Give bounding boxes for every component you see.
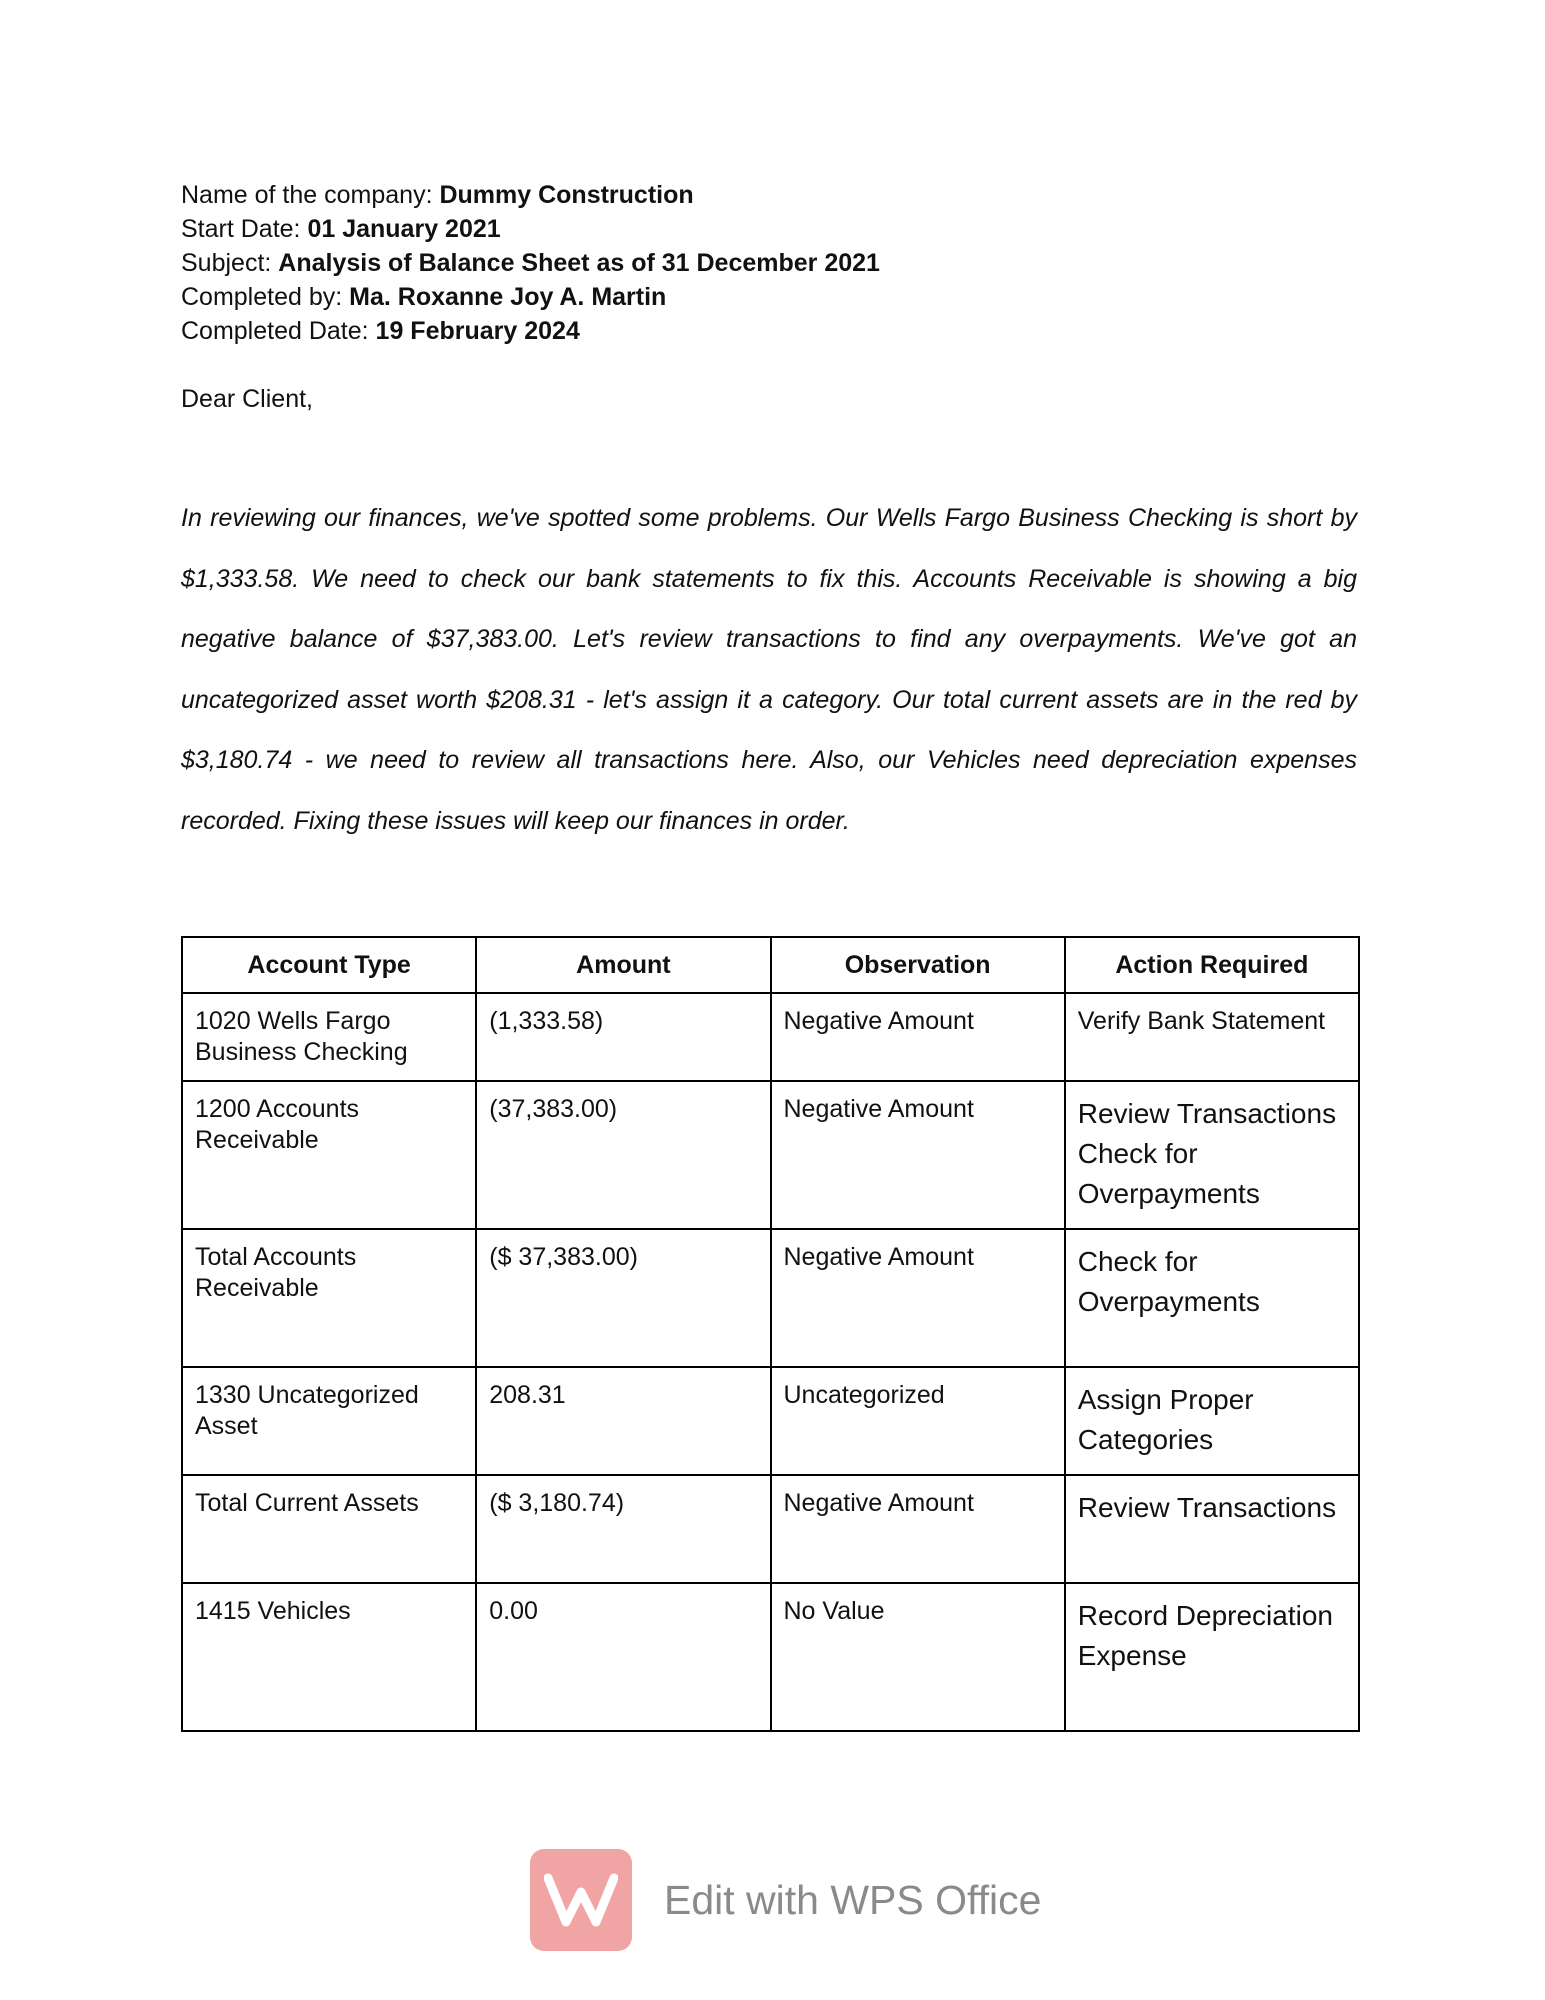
account-type-cell: 1330 Uncategorized Asset [182,1367,476,1475]
account-type-cell: Total Accounts Receivable [182,1229,476,1367]
completed-date-value: 19 February 2024 [375,317,580,345]
table-row [182,1583,1359,1731]
observation-cell: Negative Amount [771,1475,1065,1583]
amount-cell: (37,383.00) [476,1081,770,1229]
completed-date-label: Completed Date: [181,317,376,345]
table-row [182,993,1359,1081]
amount-cell: (1,333.58) [476,993,770,1081]
account-type-cell: 1415 Vehicles [182,1583,476,1731]
action-cell: Review Transactions Check for Overpayments [1065,1081,1359,1229]
action-cell: Assign Proper Categories [1065,1367,1359,1475]
action-cell: Record Depreciation Expense [1065,1583,1359,1731]
account-type-cell: 1020 Wells Fargo Business Checking [182,993,476,1081]
table-header-row [182,937,1359,993]
table-row [182,1475,1359,1583]
observation-cell: Negative Amount [771,1081,1065,1229]
company-row [181,178,880,212]
observation-cell: Negative Amount [771,993,1065,1081]
company-value: Dummy Construction [439,181,694,209]
header-action-required: Action Required [1065,937,1359,993]
action-cell: Check for Overpayments [1065,1229,1359,1367]
amount-cell: ($ 3,180.74) [476,1475,770,1583]
subject-value: Analysis of Balance Sheet as of 31 December 2021 [278,249,880,277]
header-amount: Amount [476,937,770,993]
start-date-value: 01 January 2021 [307,215,501,243]
table-row [182,1081,1359,1229]
completed-by-label: Completed by: [181,283,350,311]
account-type-cell: Total Current Assets [182,1475,476,1583]
body-paragraph: In reviewing our finances, we've spotted some problems. Our Wells Fargo Business Checking is short by $1,333.58. We need to check our bank statements to fix this. Accounts Receivable is showing a big negative balance of $37,383.00. Let's review transactions to find any overpayments. We've got an uncategorized asset worth $208.31 - let's assign it a category. Our total current assets are in the red by $3,180.74 - we need to review all transactions here. Also, our Vehicles need depreciation expenses recorded. Fixing these issues will keep our finances in order. [181,504,1357,835]
action-cell: Review Transactions [1065,1475,1359,1583]
completed-by-row [181,280,880,314]
greeting: Dear Client, [181,385,313,413]
table-row [182,1367,1359,1475]
amount-cell: 0.00 [476,1583,770,1731]
wps-watermark-text: Edit with WPS Office [664,1876,1042,1923]
header-account-type: Account Type [182,937,476,993]
document-header [181,178,880,348]
subject-label: Subject: [181,249,279,277]
observation-cell: Uncategorized [771,1367,1065,1475]
subject-row [181,246,880,280]
observation-cell: No Value [771,1583,1065,1731]
completed-by-value: Ma. Roxanne Joy A. Martin [349,283,667,311]
completed-date-row [181,314,880,348]
company-label: Name of the company: [181,181,440,209]
wps-watermark[interactable] [530,1849,1041,1951]
amount-cell: 208.31 [476,1367,770,1475]
table-row [182,1229,1359,1367]
action-cell: Verify Bank Statement [1065,993,1359,1081]
amount-cell: ($ 37,383.00) [476,1229,770,1367]
start-date-row [181,212,880,246]
observation-cell: Negative Amount [771,1229,1065,1367]
account-type-cell: 1200 Accounts Receivable [182,1081,476,1229]
header-observation: Observation [771,937,1065,993]
analysis-table [181,936,1360,1732]
start-date-label: Start Date: [181,215,308,243]
wps-logo-icon [530,1849,632,1951]
